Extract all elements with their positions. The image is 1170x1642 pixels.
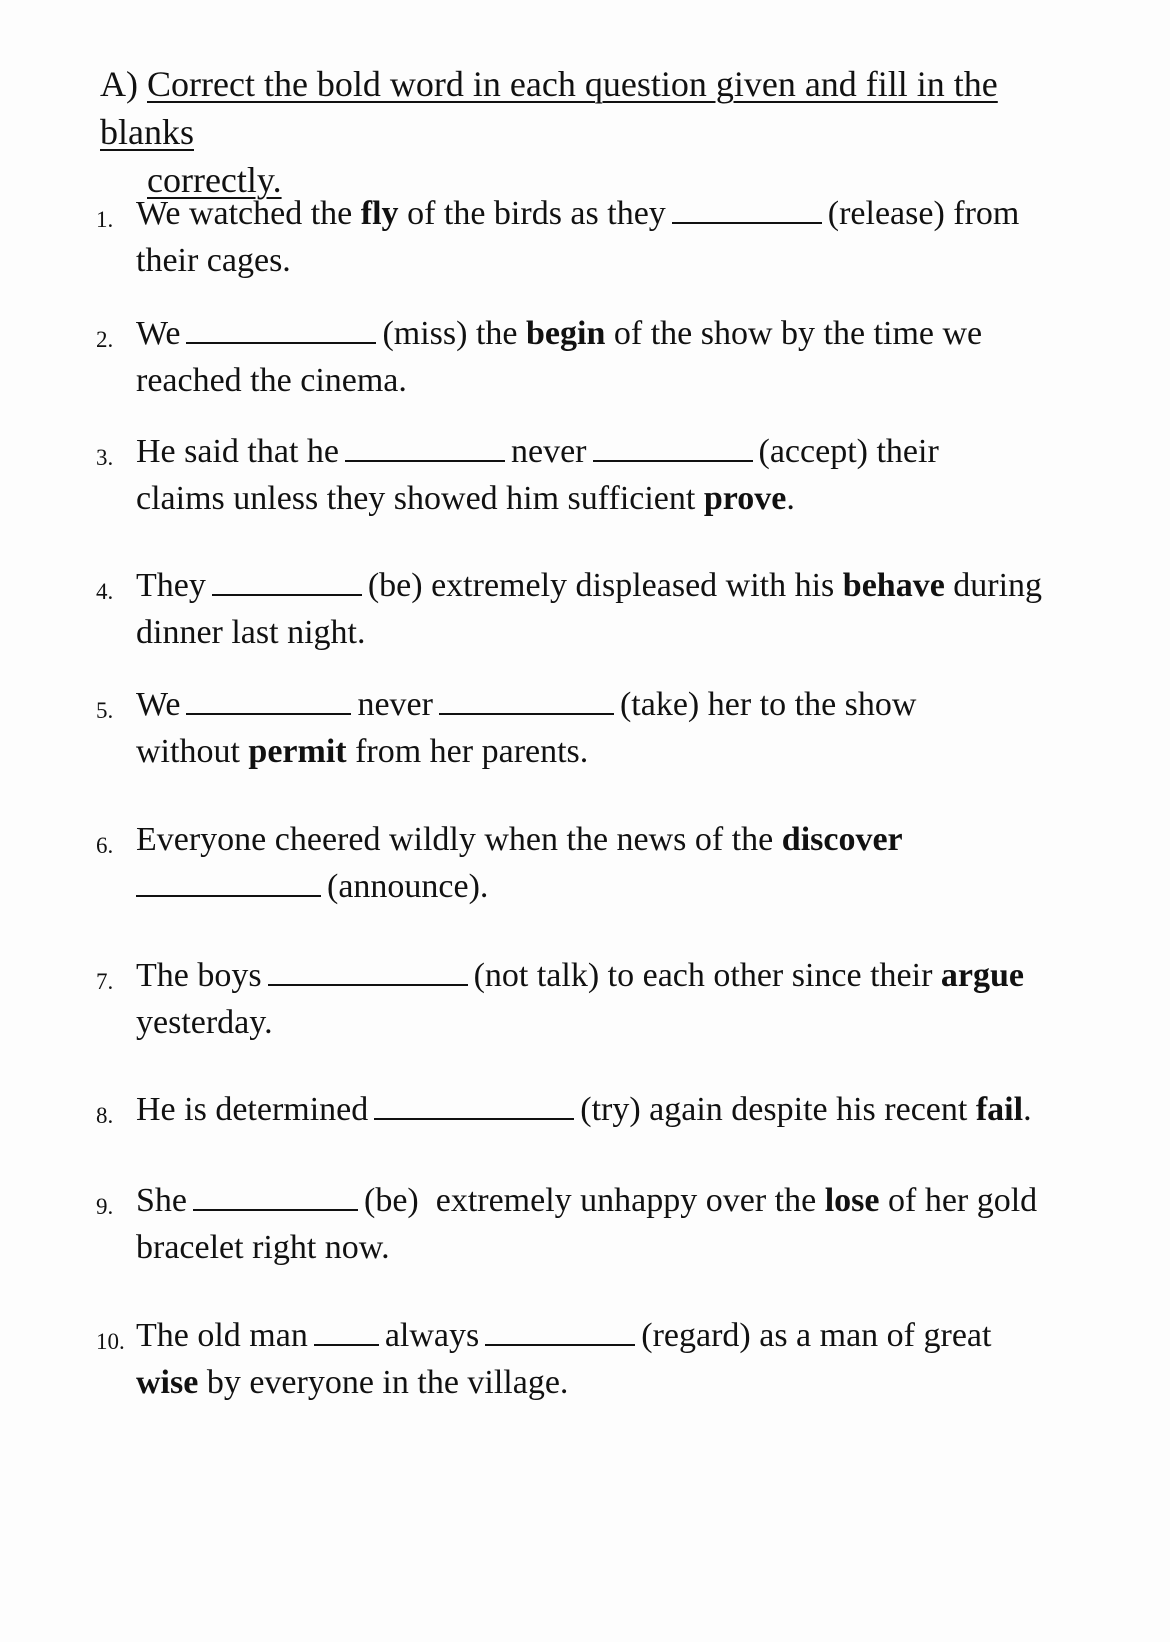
answer-blank[interactable] — [186, 312, 376, 344]
question-text: without — [136, 733, 240, 770]
answer-blank[interactable] — [212, 564, 362, 596]
question-text: They — [136, 567, 206, 604]
question-text: . — [1023, 1091, 1032, 1128]
answer-blank[interactable] — [672, 192, 822, 224]
question-number: 4. — [96, 579, 114, 604]
question-number: 5. — [96, 698, 114, 723]
answer-blank[interactable] — [314, 1314, 379, 1346]
bold-word: begin — [526, 315, 606, 352]
question-text: from her parents. — [355, 733, 589, 770]
question-text: (not talk) to each other since their — [473, 957, 933, 994]
question-text: always — [384, 1317, 480, 1354]
question-2 — [96, 310, 1106, 404]
question-text: (miss) the — [382, 315, 518, 352]
section-label: A) — [100, 64, 138, 104]
question-number: 1. — [96, 207, 114, 232]
bold-word: permit — [248, 733, 347, 770]
question-text: She — [136, 1182, 187, 1219]
question-number: 10. — [96, 1329, 125, 1354]
bold-word: fly — [360, 195, 399, 232]
question-9 — [96, 1177, 1106, 1271]
question-number: 8. — [96, 1103, 114, 1128]
answer-blank[interactable] — [593, 430, 753, 462]
question-text: The boys — [136, 957, 262, 994]
answer-blank[interactable] — [439, 683, 614, 715]
bold-word: discover — [781, 821, 903, 858]
question-text: We — [136, 686, 181, 723]
question-text: of the birds as they — [407, 195, 666, 232]
question-number: 7. — [96, 969, 114, 994]
question-text: never — [357, 686, 433, 723]
question-text: (accept) their — [758, 433, 939, 470]
bold-word: wise — [136, 1364, 199, 1401]
question-text: by everyone in the village. — [206, 1364, 569, 1401]
question-text: The old man — [136, 1317, 308, 1354]
question-number: 2. — [96, 327, 114, 352]
question-text: during — [953, 567, 1043, 604]
question-5 — [96, 681, 1106, 775]
question-text: (be) extremely displeased with his — [367, 567, 835, 604]
question-text: We watched the — [136, 195, 353, 232]
bold-word: prove — [703, 480, 787, 517]
instruction-line-1: Correct the bold word in each question given and fill in the blanks — [100, 64, 998, 152]
answer-blank[interactable] — [193, 1179, 358, 1211]
question-text: (regard) as a man of great — [641, 1317, 992, 1354]
answer-blank[interactable] — [374, 1088, 574, 1120]
question-text: Everyone cheered wildly when the news of the — [136, 821, 774, 858]
question-number: 6. — [96, 833, 114, 858]
question-3 — [96, 428, 1106, 522]
question-text: (take) her to the show — [619, 686, 917, 723]
question-number: 3. — [96, 445, 114, 470]
question-text: reached the cinema. — [136, 362, 407, 399]
question-4 — [96, 562, 1106, 656]
answer-blank[interactable] — [136, 865, 321, 897]
question-10 — [96, 1312, 1106, 1406]
question-text: never — [511, 433, 587, 470]
question-6 — [96, 816, 1106, 910]
question-text: bracelet right now. — [136, 1229, 390, 1266]
question-7 — [96, 952, 1106, 1046]
question-1 — [96, 190, 1106, 284]
answer-blank[interactable] — [186, 683, 351, 715]
question-text: dinner last night. — [136, 614, 366, 651]
bold-word: fail — [975, 1091, 1024, 1128]
question-8 — [96, 1086, 1106, 1133]
question-text: We — [136, 315, 181, 352]
question-text: He is determined — [136, 1091, 369, 1128]
question-text: their cages. — [136, 242, 291, 279]
question-text: of the show by the time we — [613, 315, 983, 352]
answer-blank[interactable] — [268, 954, 468, 986]
instruction-line-2: correctly. — [147, 160, 282, 200]
question-text: of her gold — [888, 1182, 1038, 1219]
bold-word: argue — [940, 957, 1025, 994]
bold-word: lose — [824, 1182, 880, 1219]
question-text: . — [786, 480, 795, 517]
question-text: He said that he — [136, 433, 339, 470]
question-text: (release) from — [827, 195, 1020, 232]
bold-word: behave — [842, 567, 945, 604]
answer-blank[interactable] — [485, 1314, 635, 1346]
question-text: claims unless they showed him sufficient — [136, 480, 696, 517]
question-text: (announce). — [327, 868, 489, 905]
answer-blank[interactable] — [345, 430, 505, 462]
question-text: (try) again despite his recent — [580, 1091, 968, 1128]
question-text: yesterday. — [136, 1004, 273, 1041]
question-number: 9. — [96, 1194, 114, 1219]
section-heading — [100, 60, 1100, 204]
question-text: (be) extremely unhappy over the — [364, 1182, 817, 1219]
